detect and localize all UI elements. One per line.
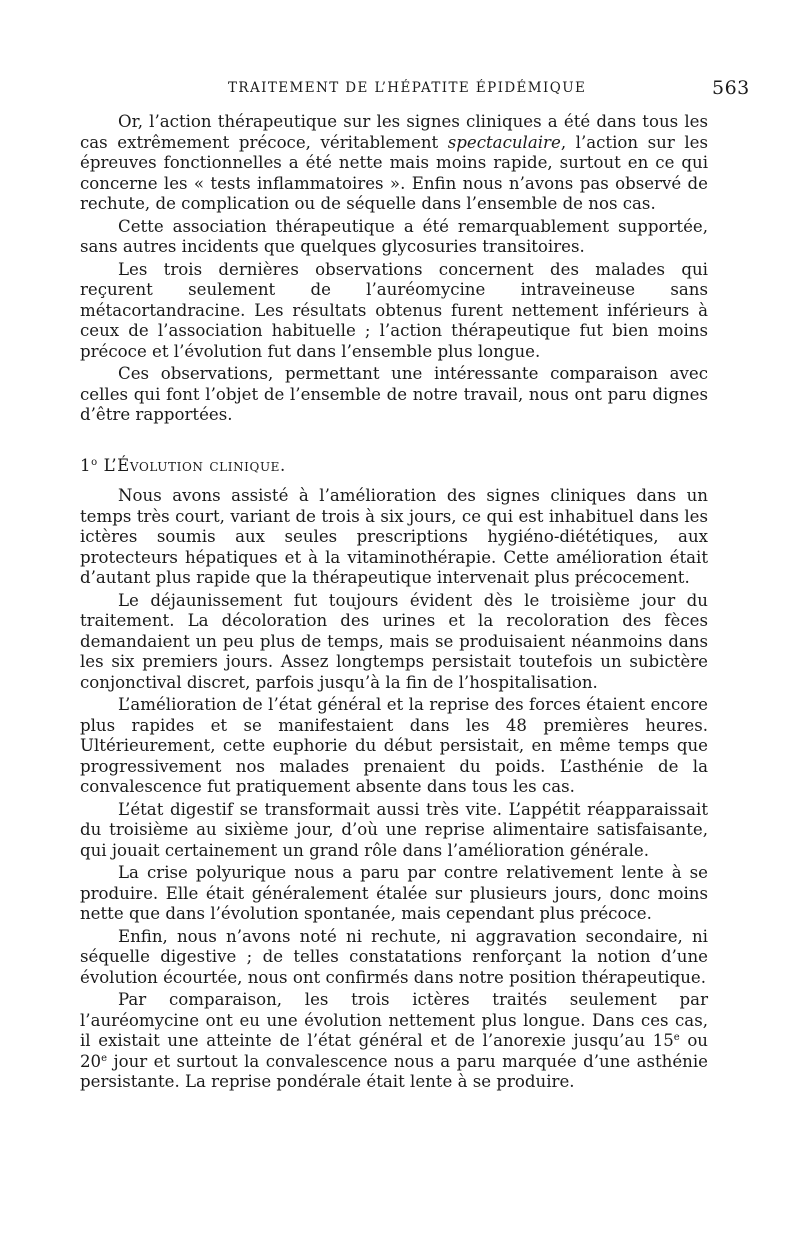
- paragraph-trois-observations: Les trois dernières observations concernent des malades qui reçurent seulement de l’auréomycine intraveineuse sans métacortandracine. Les résultats obtenus furent nettement inférieurs à ceux de l’association habituelle ; l’action thérapeutique fut bien moins précoce et l’évolution fut dans l’ensemble plus longue.: [80, 259, 708, 361]
- paragraph-etat-general: L’amélioration de l’état général et la reprise des forces étaient encore plus rapides et se manifestaient dans les 48 premières heures. Ultérieurement, cette euphorie du début persistait, en même temps que progressivement nos malades prenaient du poids. L’asthénie de la convalescence fut pratiquement absente dans tous les cas.: [80, 695, 708, 796]
- paragraph-amelioration-signes: Nous avons assisté à l’amélioration des signes cliniques dans un temps très court, variant de trois à six jours, ce qui est inhabituel dans les ictères soumis aux seules prescriptions hygiéno-diététiques, aux protecteurs hépatiques et à la vitaminothérapie. Cette amélioration était d’autant plus rapide que la thérapeutique intervenait plus précocement.: [80, 486, 708, 587]
- section-heading: [80, 456, 708, 477]
- paragraph-association-supportee: Cette association thérapeutique a été remarquablement supportée, sans autres incidents que quelques glycosuries transitoires.: [80, 216, 708, 256]
- paragraph-comparaison: Ces observations, permettant une intéressante comparaison avec celles qui font l’objet de l’ensemble de notre travail, nous ont paru dignes d’être rapportées.: [80, 364, 708, 424]
- paragraph-text: jour et surtout la convalescence nous a paru marquée d’une asthénie persistante. La reprise pondérale était lente à se produire.: [80, 1051, 708, 1091]
- ordinal-superscript: e: [673, 1032, 680, 1043]
- paragraph-text: Par comparaison, les trois ictères traités seulement par l’auréomycine ont eu une évolution nettement plus longue. Dans ces cas, il existait une atteinte de l’état général et de l’anorexie jusqu’au 15: [80, 990, 708, 1050]
- paragraph-etat-digestif: L’état digestif se transformait aussi très vite. L’appétit réapparaissait du troisième au sixième jour, d’où une reprise alimentaire satisfaisante, qui jouait certainement un grand rôle dans l’amélioration générale.: [80, 799, 708, 860]
- section-title: L’Évolution clinique.: [103, 455, 286, 475]
- paragraph-text: Or, l’action thérapeutique sur les signes cliniques a été dans tous les cas extrêmement précoce, véritablement: [80, 112, 708, 152]
- section-number-ordinal: o: [91, 456, 98, 468]
- running-title: TRAITEMENT DE L’HÉPATITE ÉPIDÉMIQUE: [228, 80, 587, 96]
- paragraph-text: , l’action sur les épreuves fonctionnelles a été nette mais moins rapide, surtout en ce qui concerne les « tests inflammatoires ». Enfin nous n’avons pas observé de rechute, de complication ou de séquelle dans l’ensemble de nos cas.: [80, 132, 708, 213]
- page-number: 563: [712, 77, 750, 99]
- paragraph-action-therapeutique: [80, 112, 708, 215]
- paragraph-dejaunissement: Le déjaunissement fut toujours évident dès le troisième jour du traitement. La décoloration des urines et la recoloration des fèces demandaient un peu plus de temps, mais se produisaient néanmoins dans les six premiers jours. Assez longtemps persistait toutefois un subictère conjonctival discret, parfois jusqu’à la fin de l’hospitalisation.: [80, 590, 708, 692]
- paragraph-text: ou 20: [80, 1031, 708, 1071]
- paragraph-crise-polyurique: La crise polyurique nous a paru par contre relativement lente à se produire. Elle était généralement étalée sur plusieurs jours, donc moins nette que dans l’évolution spontanée, mais cependant plus précoce.: [80, 863, 708, 923]
- emphasis-text: spectaculaire: [447, 132, 561, 152]
- paragraph-rechute: Enfin, nous n’avons noté ni rechute, ni aggravation secondaire, ni séquelle digestive ; de telles constatations renforçant la notion d’une évolution écourtée, nous ont confirmés dans notre position thérapeutique.: [80, 926, 708, 987]
- ordinal-superscript: e: [101, 1052, 108, 1064]
- paragraph-aureomycine-seule: [80, 990, 708, 1093]
- body-text: [80, 112, 708, 1093]
- running-head: [0, 77, 800, 104]
- section-number: 1: [80, 455, 92, 475]
